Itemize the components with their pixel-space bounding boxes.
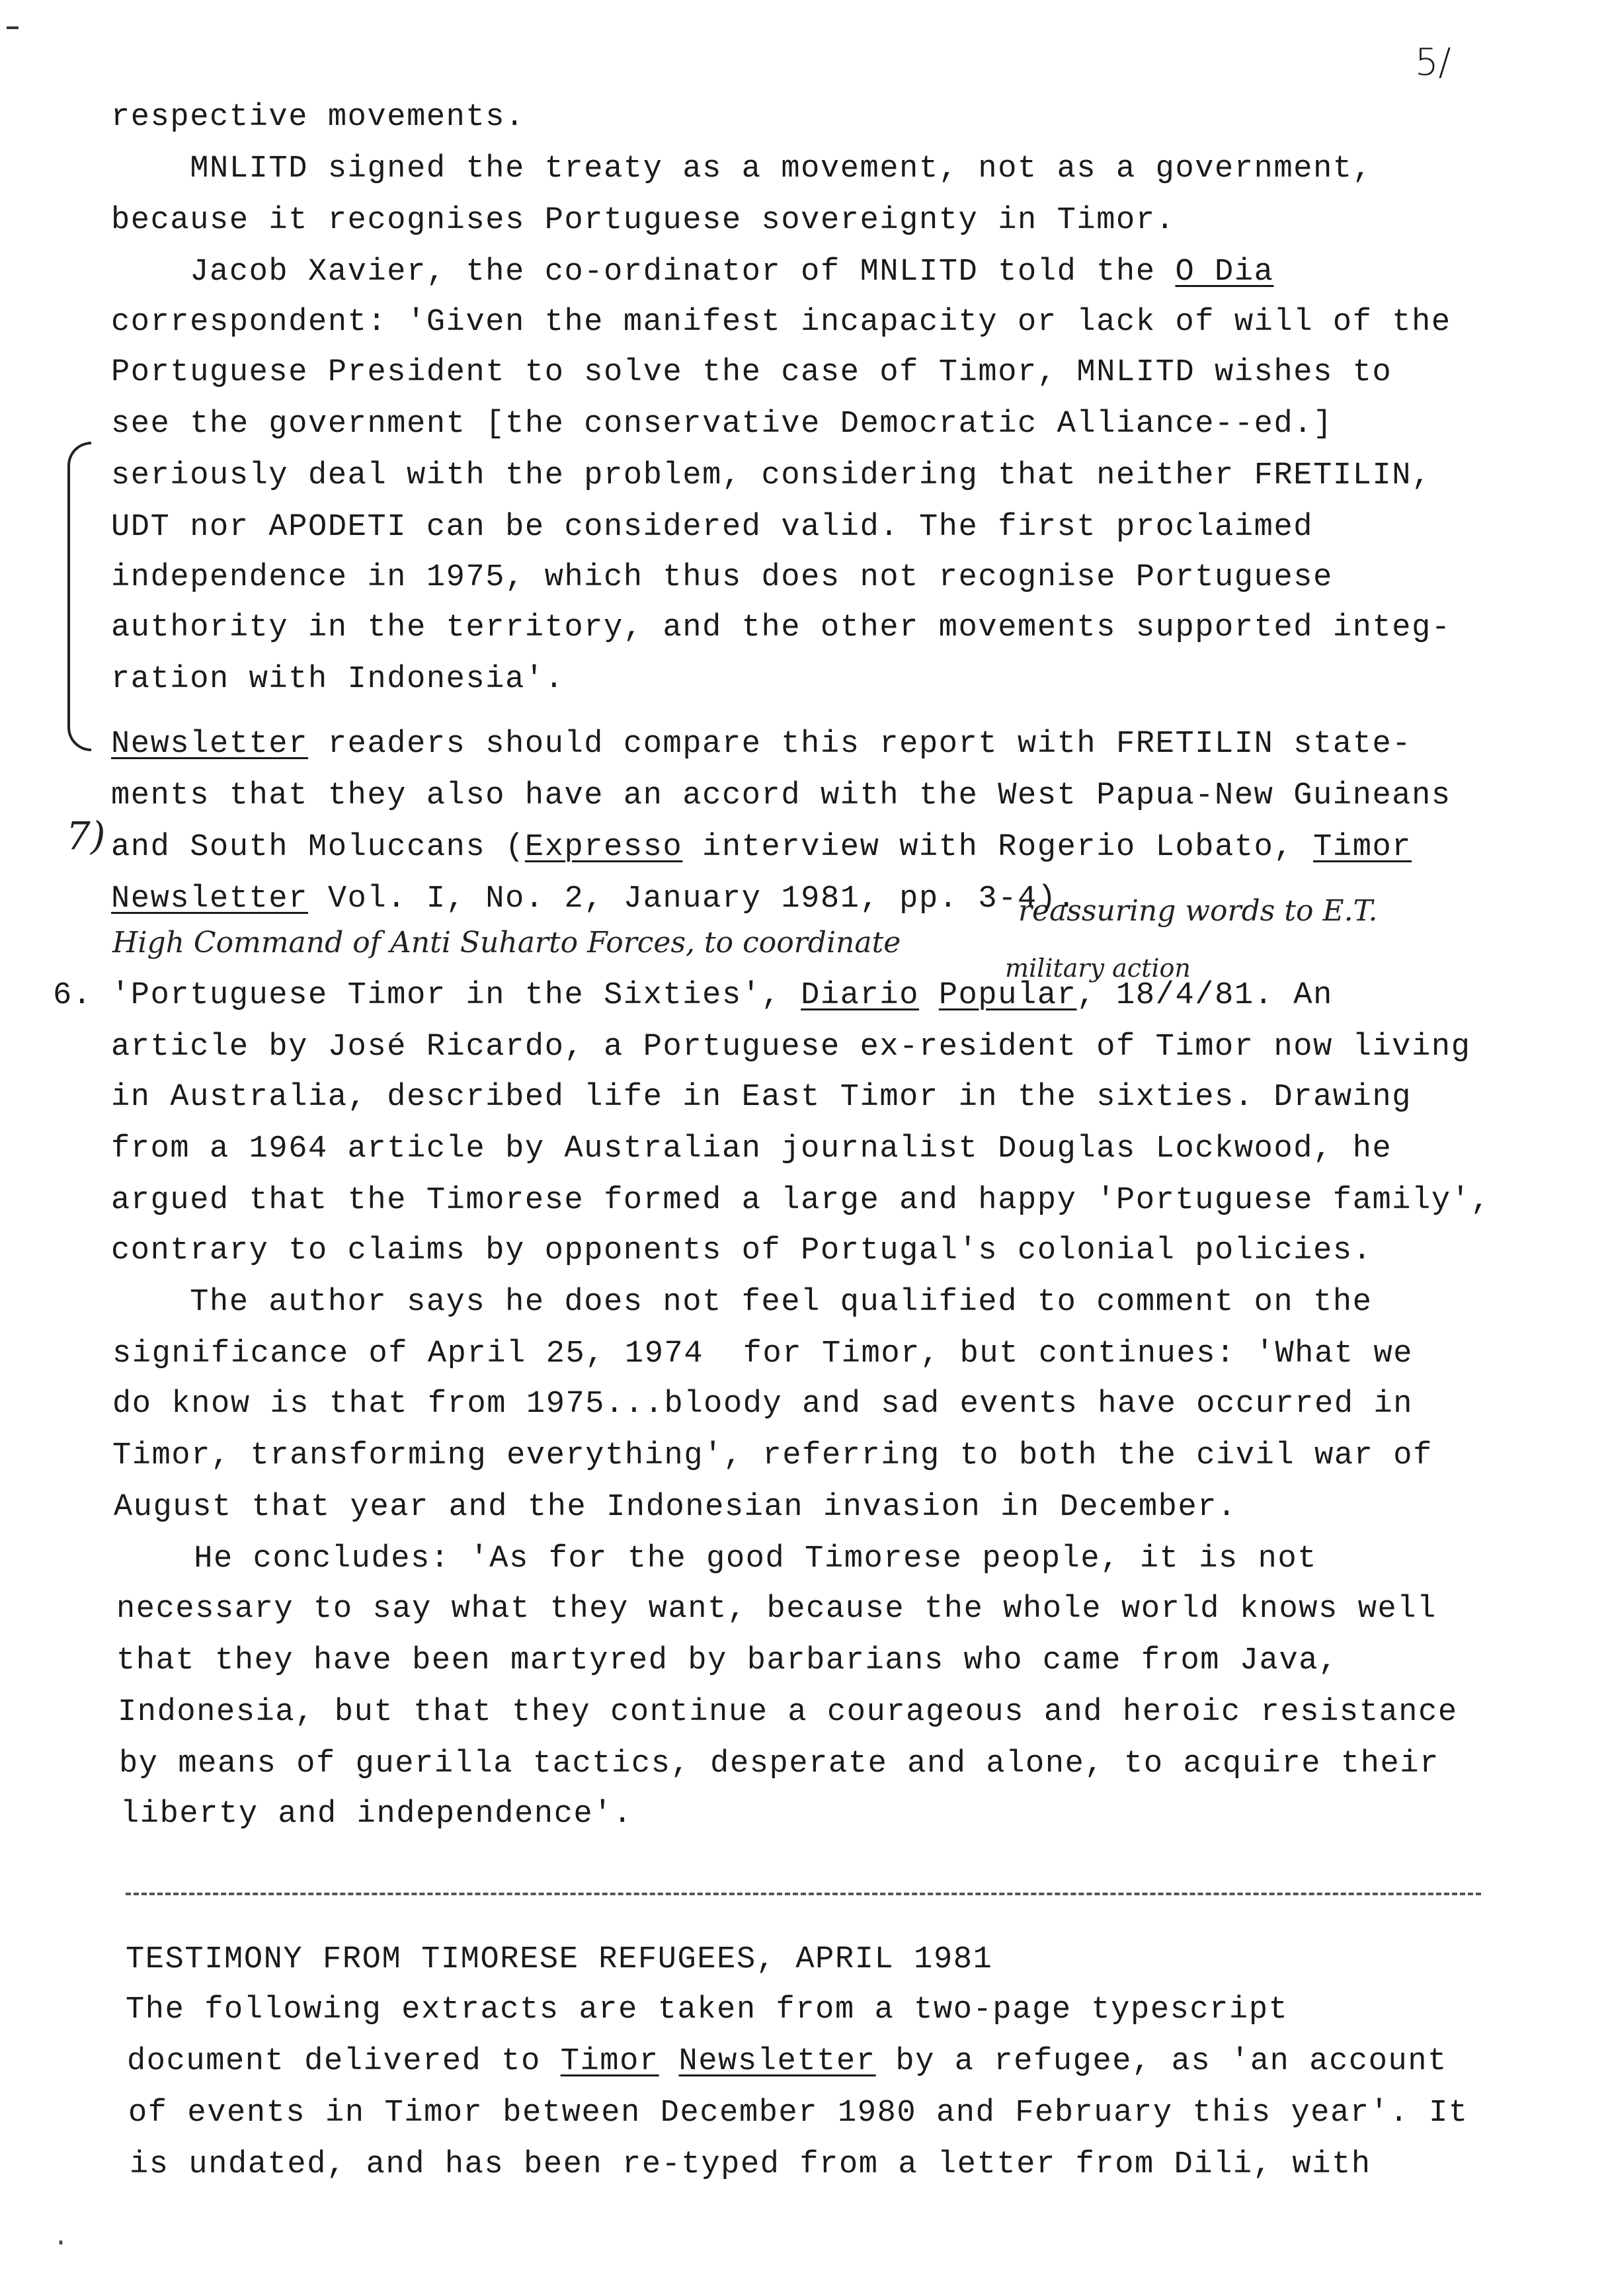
text-segment: by means of guerilla tactics, desperate and alone, to acquire their: [119, 1746, 1439, 1782]
text-line: [111, 1029, 1471, 1066]
text-segment: document delivered to: [127, 2044, 561, 2079]
corner-mark: ·: [53, 2229, 69, 2258]
text-segment: August that year and the Indonesian invasion in December.: [114, 1490, 1237, 1525]
text-segment: article by José Ricardo, a Portuguese ex-resident of Timor now living: [111, 1030, 1471, 1065]
text-segment: because it recognises Portuguese sovereignty in Timor.: [111, 203, 1176, 238]
text-line: [118, 1694, 1458, 1731]
text-segment: Jacob Xavier, the co-ordinator of MNLITD told the: [111, 255, 1176, 290]
underlined-text: Popular: [938, 978, 1077, 1013]
text-line: [111, 151, 1373, 188]
text-segment: The author says he does not feel qualified to comment on the: [111, 1285, 1373, 1320]
text-line: [120, 1796, 633, 1833]
text-segment: liberty and independence'.: [120, 1797, 633, 1832]
text-segment: that they have been martyred by barbarians who came from Java,: [116, 1643, 1338, 1678]
text-segment: TESTIMONY FROM TIMORESE REFUGEES, APRIL 1981: [126, 1942, 993, 1977]
text-segment: independence in 1975, which thus does not recognise Portuguese: [111, 560, 1333, 595]
text-line: [111, 254, 1273, 291]
page-number: 5/: [1415, 41, 1451, 84]
text-line: [128, 2095, 1468, 2132]
text-line: [111, 1233, 1373, 1270]
text-line: [111, 610, 1451, 647]
underlined-text: Newsletter: [111, 882, 309, 917]
text-line: [111, 881, 1076, 918]
underlined-text: Timor: [560, 2044, 659, 2079]
text-segment: Timor, transforming everything', referring to both the civil war of: [112, 1438, 1433, 1473]
text-segment: UDT nor APODETI can be considered valid. The first proclaimed: [111, 510, 1314, 545]
text-segment: The following extracts are taken from a two-page typescript: [126, 1992, 1289, 2028]
margin-bracket: [67, 442, 91, 751]
text-line: [111, 661, 565, 698]
text-segment: necessary to say what they want, because the whole world knows well: [116, 1592, 1437, 1627]
text-line: [130, 2147, 1371, 2184]
text-line: [111, 304, 1451, 341]
text-segment: [659, 2044, 679, 2079]
text-segment: seriously deal with the problem, considering that neither FRETILIN,: [111, 458, 1431, 493]
text-line: [111, 1182, 1490, 1219]
text-line: [111, 458, 1431, 495]
text-segment: He concludes: 'As for the good Timorese people, it is not: [115, 1541, 1318, 1577]
text-line: [127, 2043, 1447, 2080]
text-line: [111, 559, 1333, 596]
text-segment: do know is that from 1975...bloody and sad events have occurred in: [112, 1387, 1414, 1422]
handwritten-note: High Command of Anti Suharto Forces, to coordinate: [112, 926, 901, 960]
handwritten-note: reassuring words to E.T.: [1018, 894, 1378, 928]
text-segment: in Australia, described life in East Timor in the sixties. Drawing: [111, 1080, 1412, 1115]
text-line: [115, 1541, 1317, 1578]
underlined-text: Newsletter: [678, 2044, 876, 2079]
text-line: [126, 1942, 992, 1979]
text-line: [114, 1489, 1237, 1526]
text-line: [111, 1079, 1412, 1116]
text-segment: readers should compare this report with FRETILIN state-: [308, 727, 1412, 762]
text-segment: of events in Timor between December 1980 and February this year'. It: [128, 2096, 1468, 2131]
text-segment: correspondent: 'Given the manifest incapacity or lack of will of the: [111, 305, 1451, 340]
text-segment: argued that the Timorese formed a large and happy 'Portuguese family',: [111, 1183, 1491, 1218]
text-segment: respective movements.: [111, 100, 525, 135]
text-segment: Indonesia, but that they continue a courageous and heroic resistance: [118, 1695, 1458, 1730]
item-number: 6.: [53, 978, 93, 1013]
text-segment: 'Portuguese Timor in the Sixties',: [111, 978, 801, 1013]
underlined-text: O Dia: [1175, 255, 1274, 290]
text-line: [111, 406, 1333, 443]
text-segment: see the government [the conservative Democratic Alliance--ed.]: [111, 407, 1333, 442]
text-line: [111, 829, 1412, 866]
margin-annotation: 7): [66, 813, 106, 858]
text-segment: interview with Rogerio Lobato,: [682, 830, 1314, 865]
underlined-text: Expresso: [524, 830, 683, 865]
text-line: [112, 1336, 1413, 1373]
underlined-text: Diario: [801, 978, 919, 1013]
text-line: [111, 202, 1175, 239]
text-line: [119, 1746, 1439, 1783]
text-segment: by a refugee, as 'an account: [875, 2044, 1447, 2079]
handwritten-note: military action: [1005, 954, 1191, 983]
text-segment: Portuguese President to solve the case of Timor, MNLITD wishes to: [111, 355, 1392, 390]
text-line: [111, 354, 1392, 391]
text-segment: authority in the territory, and the other movements supported integ-: [111, 610, 1451, 645]
text-line: [111, 1284, 1373, 1321]
text-line: [111, 509, 1313, 546]
corner-mark: [7, 26, 19, 29]
text-segment: ments that they also have an accord with the West Papua-New Guineans: [111, 778, 1451, 813]
underlined-text: Timor: [1313, 830, 1412, 865]
text-segment: Vol. I, No. 2, January 1981, pp. 3-4).: [308, 882, 1077, 917]
text-segment: ration with Indonesia'.: [111, 662, 565, 697]
text-line: [111, 99, 525, 136]
text-line: [116, 1591, 1437, 1628]
text-line: [111, 726, 1412, 763]
text-segment: and South Moluccans (: [111, 830, 525, 865]
text-line: [112, 1386, 1413, 1423]
text-line: [116, 1643, 1338, 1680]
text-segment: contrary to claims by opponents of Portugal's colonial policies.: [111, 1233, 1373, 1268]
underlined-text: Newsletter: [111, 727, 309, 762]
text-segment: , 18/4/81. An: [1076, 978, 1333, 1013]
text-line: [112, 1438, 1433, 1475]
text-segment: MNLITD signed the treaty as a movement, not as a government,: [111, 151, 1373, 186]
text-segment: [919, 978, 939, 1013]
text-line: [111, 1131, 1392, 1168]
text-segment: from a 1964 article by Australian journalist Douglas Lockwood, he: [111, 1131, 1392, 1167]
text-segment: is undated, and has been re-typed from a letter from Dili, with: [130, 2147, 1371, 2182]
text-line: [126, 1992, 1288, 2029]
text-line: [111, 977, 1333, 1014]
section-divider: [126, 1893, 1481, 1895]
text-segment: significance of April 25, 1974 for Timor, but continues: 'What we: [112, 1336, 1414, 1372]
text-line: [111, 778, 1451, 815]
